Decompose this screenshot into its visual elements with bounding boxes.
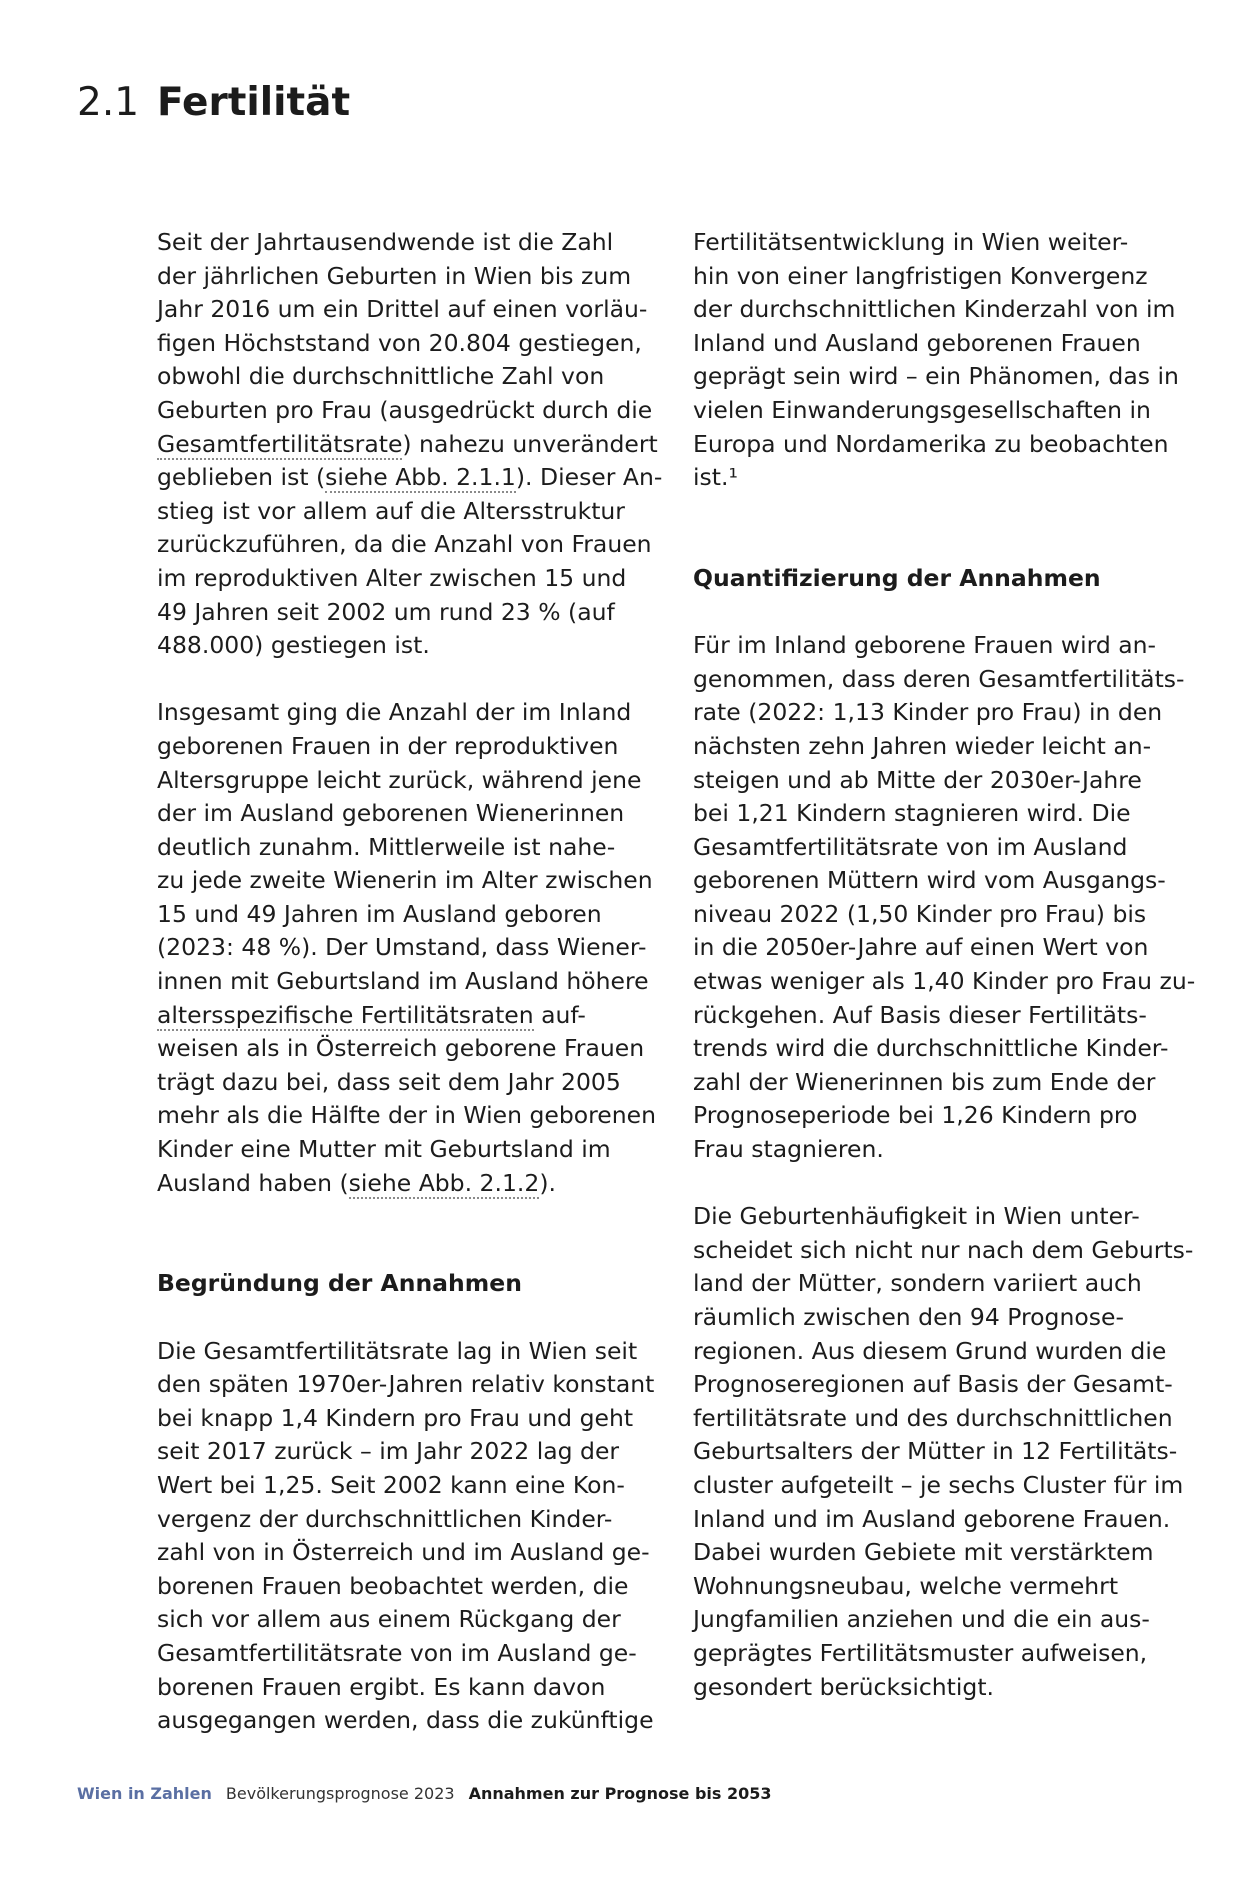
text-line: trägt dazu bei, dass seit dem Jahr 2005 [157,1067,621,1096]
footer-report-title: Bevölkerungsprognose 2023 [225,1784,455,1803]
text-line: vielen Einwanderungsgesellschaften in [693,395,1151,424]
subheading-begruendung: Begründung der Annahmen [157,1269,522,1298]
text-line: Inland und im Ausland geborene Frauen. [693,1504,1171,1533]
paragraph-gap [157,1301,647,1335]
page-footer [77,1782,772,1806]
text-line: weisen als in Österreich geborene Frauen [157,1034,645,1063]
text-line: zahl der Wienerinnen bis zum Ende der [693,1067,1156,1096]
text-line: seit 2017 zurück – im Jahr 2022 lag der [157,1437,620,1466]
text-line: Insgesamt ging die Anzahl der im Inland [157,698,632,727]
text-line: land der Mütter, sondern variiert auch [693,1269,1142,1298]
text-line [157,999,647,1033]
subheading-quantifizierung: Quantifizierung der Annahmen [693,563,1101,592]
text-line: Altersgruppe leicht zurück, während jene [157,765,642,794]
paragraph [157,696,656,1200]
text-line: 15 und 49 Jahren im Ausland geboren [157,899,602,928]
text-line: Jahr 2016 um ein Drittel auf einen vorläu- [157,295,648,324]
text-line: niveau 2022 (1,50 Kinder pro Frau) bis [693,899,1147,928]
section-title: Fertilität [157,80,351,125]
text-line: Prognoseperiode bei 1,26 Kindern pro [693,1101,1138,1130]
text-line: geborenen Müttern wird vom Ausgangs- [693,866,1166,895]
text-line: räumlich zwischen den 94 Prognose- [693,1303,1124,1331]
section-heading [77,78,350,128]
paragraph [157,1335,655,1738]
text-line: Gesamtfertilitätsrate von im Ausland ge- [157,1638,637,1667]
text-line: fertilitätsrate und des durchschnittlichen [693,1403,1173,1432]
text-line: ist.¹ [693,463,738,492]
text-line: im reproduktiven Alter zwischen 15 und [157,563,627,592]
text-fragment: ). Dieser An- [515,463,663,492]
section-number: 2.1 [77,80,140,125]
text-line: zu jede zweite Wienerin im Alter zwischen [157,866,653,895]
text-fragment: ) nahezu unverändert [402,429,658,458]
text-line: genommen, dass deren Gesamtfertilitäts- [693,664,1185,693]
text-line: bei 1,21 Kindern stagnieren wird. Die [693,799,1131,828]
text-fragment: geblieben ist ( [157,463,326,492]
text-line: Europa und Nordamerika zu beobachten [693,429,1169,458]
text-line: Die Gesamtfertilitätsrate lag in Wien seit [157,1336,638,1365]
text-line: Dabei wurden Gebiete mit verstärktem [693,1538,1154,1567]
glossary-link-gesamtfertilitaetsrate[interactable]: Gesamtfertilitätsrate [157,429,403,458]
text-line: Prognoseregionen auf Basis der Gesamt- [693,1370,1173,1399]
text-line: bei knapp 1,4 Kindern pro Frau und geht [157,1403,634,1432]
paragraph-gap [693,596,1183,630]
paragraph-gap [157,663,647,697]
text-line: Kinder eine Mutter mit Geburtsland im [157,1135,611,1164]
figure-link-2-1-1[interactable]: siehe Abb. 2.1.1 [325,463,516,492]
text-line: geprägtes Fertilitätsmuster aufweisen, [693,1638,1148,1667]
section-gap [693,495,1183,562]
right-column [693,226,1196,1704]
text-line: cluster aufgeteilt – je sechs Cluster für im [693,1470,1184,1499]
text-line: rückgehen. Auf Basis dieser Fertilitäts- [693,1000,1147,1029]
text-line: scheidet sich nicht nur nach dem Geburts- [693,1235,1194,1264]
text-line: (2023: 48 %). Der Umstand, dass Wiener- [157,933,647,962]
text-line: 488.000) gestiegen ist. [157,631,430,660]
text-line: Wert bei 1,25. Seit 2002 kann eine Kon- [157,1470,625,1499]
text-line: gesondert berücksichtigt. [693,1672,995,1701]
figure-link-2-1-2[interactable]: siehe Abb. 2.1.2 [348,1168,540,1197]
text-line: stieg ist vor allem auf die Altersstruktur [157,496,625,525]
paragraph [157,226,663,663]
paragraph [693,629,1196,1167]
paragraph-gap [693,1167,1183,1201]
footer-brand: Wien in Zahlen [77,1784,212,1803]
text-line: Geburtsalters der Mütter in 12 Fertilitäts- [693,1437,1178,1466]
text-line: vergenz der durchschnittlichen Kinder- [157,1504,613,1533]
text-line: Für im Inland geborene Frauen wird an- [693,631,1157,660]
text-line: figen Höchststand von 20.804 gestiegen, [157,328,642,357]
text-line: Fertilitätsentwicklung in Wien weiter- [693,228,1129,256]
text-line: borenen Frauen ergibt. Es kann davon [157,1672,606,1701]
glossary-link-altersspezifische-fertilitaetsraten[interactable]: altersspezifische Fertilitätsraten [157,1000,534,1029]
paragraph [693,226,1183,495]
text-line: geborenen Frauen in der reproduktiven [157,731,619,760]
text-line: borenen Frauen beobachtet werden, die [157,1571,629,1600]
text-line: etwas weniger als 1,40 Kinder pro Frau zu- [693,967,1196,996]
text-line: nächsten zehn Jahren wieder leicht an- [693,731,1152,760]
text-line: steigen und ab Mitte der 2030er-Jahre [693,765,1142,794]
text-line [157,461,663,495]
text-line: Die Geburtenhäufigkeit in Wien unter- [693,1202,1140,1231]
text-line: ausgegangen werden, dass die zukünftige [157,1706,654,1735]
text-line: mehr als die Hälfte der in Wien geborenen [157,1101,656,1130]
text-fragment: auf- [533,1000,586,1029]
text-line: innen mit Geburtsland im Ausland höhere [157,967,649,996]
text-fragment: ). [539,1168,556,1197]
text-line: Wohnungsneubau, welche vermehrt [693,1571,1119,1600]
text-line: obwohl die durchschnittliche Zahl von [157,362,605,391]
text-line: zahl von in Österreich und im Ausland ge- [157,1538,650,1567]
text-line: der jährlichen Geburten in Wien bis zum [157,261,632,290]
text-fragment: Ausland haben ( [157,1168,349,1197]
text-line: hin von einer langfristigen Konvergenz [693,261,1148,290]
text-line: Seit der Jahrtausendwende ist die Zahl [157,228,614,256]
left-column [157,226,663,1738]
text-line: geprägt sein wird – ein Phänomen, das in [693,362,1179,391]
text-line: 49 Jahren seit 2002 um rund 23 % (auf [157,597,615,626]
text-line: in die 2050er-Jahre auf einen Wert von [693,933,1149,962]
text-line: der im Ausland geborenen Wienerinnen [157,799,625,828]
text-line: Inland und Ausland geborenen Frauen [693,328,1141,357]
paragraph [693,1200,1194,1704]
text-line: rate (2022: 1,13 Kinder pro Frau) in den [693,698,1163,727]
text-line: der durchschnittlichen Kinderzahl von im [693,295,1176,324]
text-line: Gesamtfertilitätsrate von im Ausland [693,832,1128,861]
section-gap [157,1200,647,1267]
text-line [157,428,658,462]
text-line: Frau stagnieren. [693,1135,884,1164]
text-line: trends wird die durchschnittliche Kinder- [693,1034,1169,1063]
text-line [157,1167,647,1201]
text-line: den späten 1970er-Jahren relativ konstant [157,1370,655,1399]
text-line: deutlich zunahm. Mittlerweile ist nahe- [157,832,616,861]
text-line: sich vor allem aus einem Rückgang der [157,1605,621,1634]
text-line: zurückzuführen, da die Anzahl von Frauen [157,530,652,559]
footer-chapter-title: Annahmen zur Prognose bis 2053 [468,1784,772,1803]
text-line: Geburten pro Frau (ausgedrückt durch die [157,395,653,424]
text-line: regionen. Aus diesem Grund wurden die [693,1336,1167,1365]
text-line: Jungfamilien anziehen und die ein aus- [693,1605,1150,1634]
